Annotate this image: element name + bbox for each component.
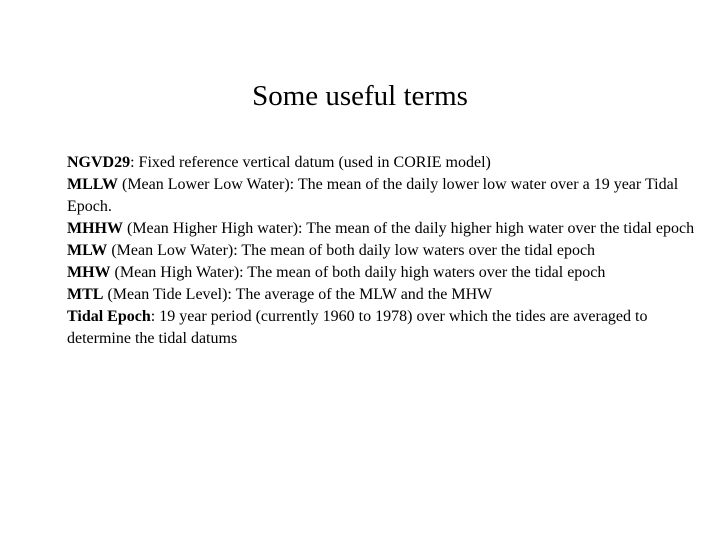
term-definition: (Mean High Water): The mean of both daily high waters over the tidal epoch <box>110 264 606 281</box>
term-name: MHW <box>67 264 111 281</box>
term-mtl <box>67 284 697 306</box>
term-mhw <box>67 262 697 284</box>
term-definition: (Mean Higher High water): The mean of the daily higher high water over the tidal epoch <box>123 220 695 237</box>
slide-title: Some useful terms <box>252 80 468 112</box>
term-definition: (Mean Lower Low Water): The mean of the daily lower low water over a 19 year Tidal Epoch. <box>67 176 679 215</box>
term-definition: (Mean Low Water): The mean of both daily low waters over the tidal epoch <box>107 242 596 259</box>
term-name: MTL <box>67 286 104 303</box>
term-name: MLW <box>67 242 108 259</box>
term-ngvd29 <box>67 152 697 174</box>
term-definition: (Mean Tide Level): The average of the MLW and the MHW <box>103 286 493 303</box>
term-definition: : 19 year period (currently 1960 to 1978) over which the tides are averaged to determine the tidal datums <box>67 308 648 347</box>
term-definition: : Fixed reference vertical datum (used in CORIE model) <box>130 154 491 171</box>
term-name: Tidal Epoch <box>67 308 151 325</box>
term-mhhw <box>67 218 697 240</box>
term-name: NGVD29 <box>67 154 131 171</box>
terms-list <box>67 152 697 350</box>
term-tidal-epoch <box>67 306 697 350</box>
term-name: MLLW <box>67 176 118 193</box>
term-mllw <box>67 174 697 218</box>
term-mlw <box>67 240 697 262</box>
term-name: MHHW <box>67 220 123 237</box>
